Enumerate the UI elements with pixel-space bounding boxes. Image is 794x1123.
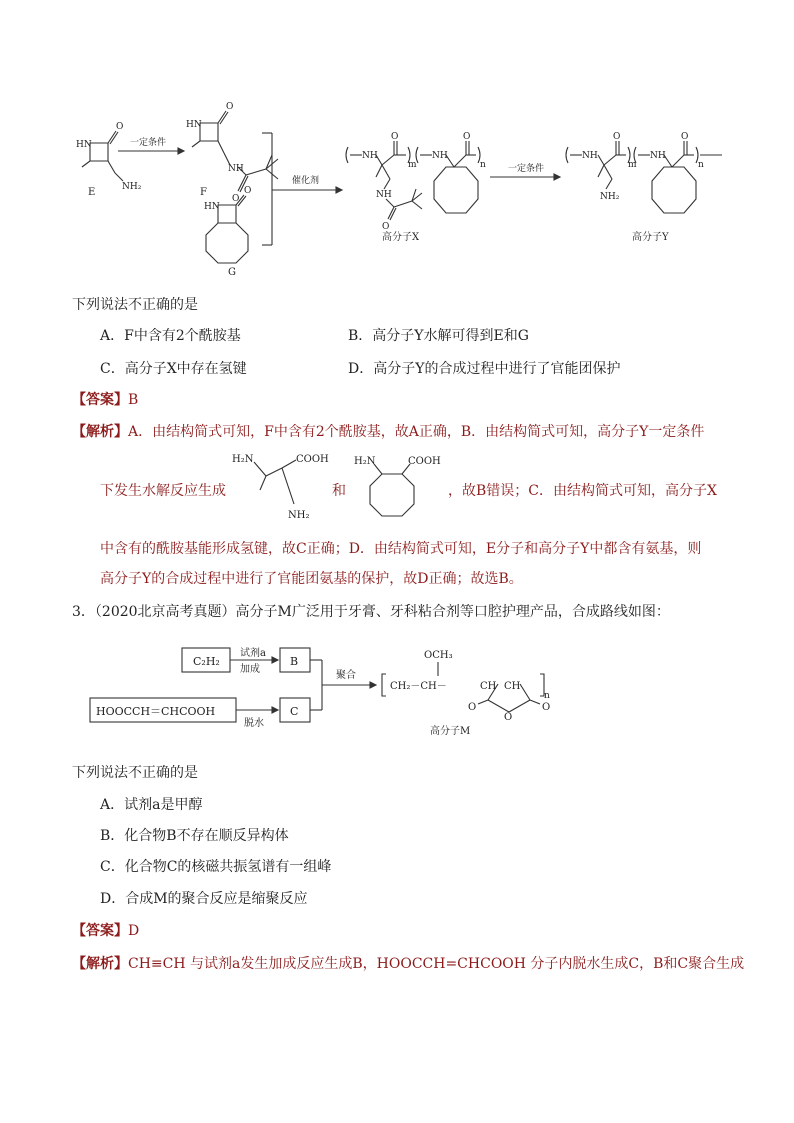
y-o-label: O [613,132,621,142]
g-o-label: O [244,186,252,196]
mol2-cooh: COOH [408,456,441,467]
q3-option-b: B．化合物B不存在顺反异构体 [100,828,289,844]
label-F: F [200,187,207,198]
y-n-label: n [698,160,704,170]
x-nh3-label: NH [432,151,448,161]
scheme-2-diagram [88,636,588,746]
anhydride-o-ring: O [504,712,513,723]
q2-analysis-text2b: 和 [332,483,346,499]
e-o-label: O [116,122,124,132]
box-c2h2-text: C₂H₂ [193,655,220,668]
m-n-label: n [544,691,550,701]
q2-option-c: C．高分子X中存在氢键 [100,361,247,377]
g-hn-label: HN [204,202,220,212]
q3-analysis-line1 [72,953,744,973]
box-acid-text: HOOCCH＝CHCOOH [96,705,216,718]
q2-answer-value: B [128,392,139,408]
q3-answer-value: D [128,923,140,939]
q3-stem: 下列说法不正确的是 [72,765,198,781]
q2-answer-tag: 【答案】 [72,392,128,408]
q2-option-b: B．高分子Y水解可得到E和G [348,328,529,344]
label-M: 高分子M [430,726,471,737]
label-E: E [88,187,96,198]
label-G: G [228,267,236,278]
f-hn-label: HN [186,120,202,130]
hydrolysis-product-1 [228,448,336,526]
q2-analysis-text3: 中含有的酰胺基能形成氢键，故C正确；D．由结构简式可知，E分子和高分子Y中都含有氨基，则 [100,541,702,557]
q2-option-a: A．F中含有2个酰胺基 [100,328,241,344]
q2-answer [72,389,138,409]
ch1-label: CH [480,681,497,692]
e-hn-label: HN [76,140,92,150]
f-o2-label: O [232,194,240,204]
f-nh-label: NH [228,164,244,174]
q2-analysis-text1: A．由结构简式可知，F中含有2个酰胺基，故A正确，B．由结构简式可知，高分子Y一定条件 [128,424,705,440]
mol1-nh2: NH₂ [288,510,310,521]
y-nh2-label: NH₂ [600,192,620,202]
y-nh-label: NH [582,151,598,161]
addition-label: 加成 [240,664,260,675]
x-o-label: O [391,132,399,142]
x-nh-label: NH [362,151,378,161]
x-o2-label: O [382,222,390,232]
e-nh2-label: NH₂ [122,182,142,192]
q3-option-c: C．化合物C的核磁共振氢谱有一组峰 [100,859,332,875]
x-m-label: m [408,160,417,170]
q2-analysis-line1 [72,421,704,441]
reagent-label: 试剂a [240,648,266,659]
arrow2-condition: 一定条件 [508,164,545,174]
q3-option-a: A．试剂a是甲醇 [100,797,203,813]
q2-analysis-text2c: ，故B错误；C．由结构简式可知，高分子X [448,483,717,499]
anhydride-o-right: O [542,702,551,713]
x-n-label: n [480,160,486,170]
x-o3-label: O [463,132,471,142]
q3-title: 3．（2020北京高考真题）高分子M广泛用于牙膏、牙科粘合剂等口腔护理产品，合成路线如图： [72,604,670,620]
polymerize-label: 聚合 [336,670,356,681]
y-o2-label: O [681,132,689,142]
och3-label: OCH₃ [424,650,453,661]
ch2-label: CH [504,681,521,692]
label-Y: 高分子Y [632,232,669,243]
y-nh2b-label: NH [650,151,666,161]
arrow1-condition: 一定条件 [130,138,167,148]
q2-analysis-text4: 高分子Y的合成过程中进行了官能团氨基的保护，故D正确；故选B。 [100,571,523,587]
mol1-cooh: COOH [296,454,329,465]
scheme-1-diagram [60,95,740,280]
x-nh2-label: NH [376,190,392,200]
label-X: 高分子X [382,232,420,243]
chain-label: CH₂－CH－ [390,681,447,692]
q3-analysis-tag: 【解析】 [72,956,128,972]
q2-option-d: D．高分子Y的合成过程中进行了官能团保护 [348,361,621,377]
q3-analysis-text1: CH≡CH 与试剂a发生加成反应生成B，HOOCCH=CHCOOH 分子内脱水生成C，B和C聚合生成 [128,956,745,972]
hydrolysis-product-2 [350,452,450,530]
catalyst-label: 催化剂 [292,176,320,186]
box-c-text: C [290,705,299,718]
q3-answer [72,920,139,940]
dehydrate-label: 脱水 [244,718,264,729]
q2-analysis-text2a: 下发生水解反应生成 [100,483,226,499]
q2-analysis-tag: 【解析】 [72,424,128,440]
anhydride-o-left: O [468,702,477,713]
mol1-h2n: H₂N [232,454,254,465]
q2-stem: 下列说法不正确的是 [72,297,198,313]
f-o-label: O [226,102,234,112]
box-b-text: B [290,655,299,668]
q3-option-d: D．合成M的聚合反应是缩聚反应 [100,891,308,907]
q3-answer-tag: 【答案】 [72,923,128,939]
y-m-label: m [628,160,637,170]
mol2-h2n: H₂N [354,456,376,467]
